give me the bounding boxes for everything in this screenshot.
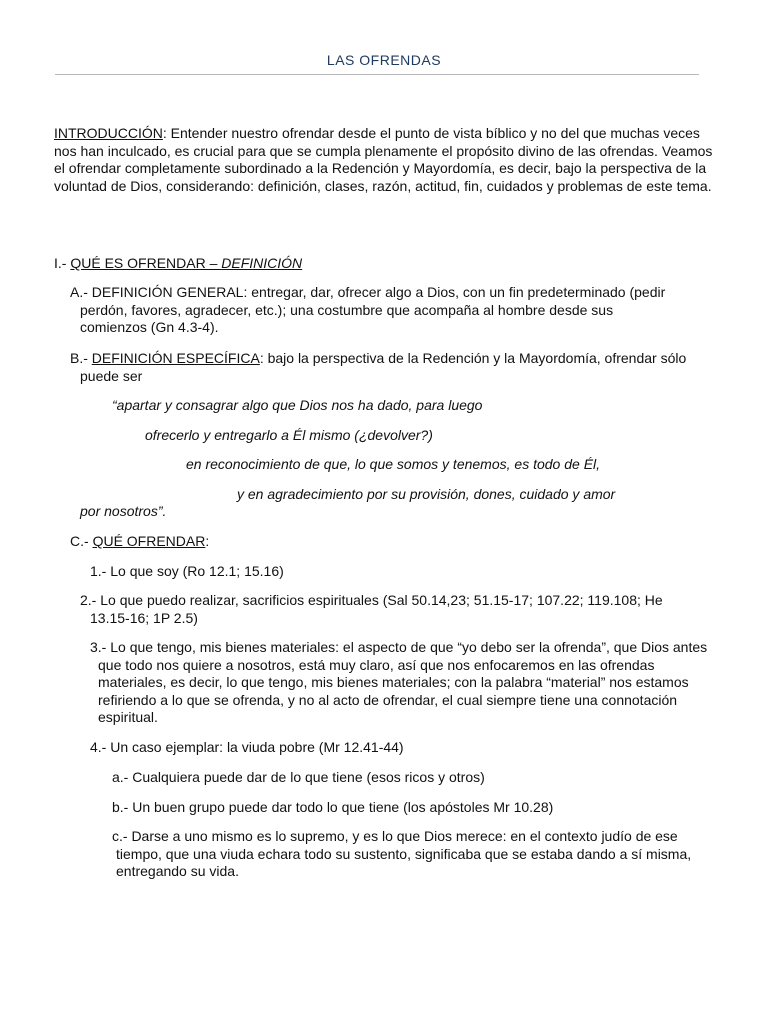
quote-line-3: en reconocimiento de que, lo que somos y tenemos, es todo de Él, xyxy=(186,456,601,472)
quote-line-5-text: por nosotros xyxy=(80,503,158,519)
page-title: LAS OFRENDAS xyxy=(326,52,442,68)
section-heading-italic: DEFINICIÓN xyxy=(221,255,303,271)
section-heading-text: QUÉ ES OFRENDAR – xyxy=(70,255,222,271)
list-item-4c: c.- Darse a uno mismo es lo supremo, y es lo que Dios merece: en el contexto judío de ese tiempo, que una viuda echara todo su sustento, significaba que se estaba dando a sí misma, entregando su vida. xyxy=(112,828,692,879)
quote-line-2: ofrecerlo y entregarlo a Él mismo (¿devolver?) xyxy=(145,427,433,443)
definition-specific-prefix: B.- xyxy=(70,350,92,366)
list-item-4: 4.- Un caso ejemplar: la viuda pobre (Mr 12.41-44) xyxy=(90,739,404,755)
list-item-3: 3.- Lo que tengo, mis bienes materiales: el aspecto de que “yo debo ser la ofrenda”, que Dios antes que todo nos quiere a nosotros, está muy claro, así que nos enfocaremos en las ofrendas materiales, es decir, lo que tengo, mis bienes materiales; con la palabra “material” nos estamos refiriendo a lo que se ofrenda, y no al acto de ofrendar, el cual siempre tiene una connotación espiritual. xyxy=(90,639,708,725)
what-to-offer-label: QUÉ OFRENDAR xyxy=(92,533,206,549)
definition-general: A.- DEFINICIÓN GENERAL: entregar, dar, ofrecer algo a Dios, con un fin predeterminado (pedir perdón, favores, agradecer, etc.); una costumbre que acompaña al hombre desde sus comienzos (Gn 4.3-4). xyxy=(70,284,666,335)
section-heading xyxy=(54,255,714,273)
intro-label: INTRODUCCIÓN xyxy=(54,125,163,141)
list-item-4a: a.- Cualquiera puede dar de lo que tiene (esos ricos y otros) xyxy=(112,769,485,785)
definition-specific-label: DEFINICIÓN ESPECÍFICA xyxy=(91,350,260,366)
definition-specific xyxy=(70,350,725,385)
list-item-4b: b.- Un buen grupo puede dar todo lo que tiene (los apóstoles Mr 10.28) xyxy=(112,799,554,815)
intro-text: : Entender nuestro ofrendar desde el punto de vista bíblico y no del que muchas veces nos han inculcado, es crucial para que se cumpla plenamente el propósito divino de las ofrendas. Veamos el ofrendar completamente subordinado a la Redención y Mayordomía, es decir, bajo la perspectiva de la voluntad de Dios, considerando: definición, clases, razón, actitud, fin, cuidados y problemas de este tema. xyxy=(54,125,713,194)
quote-line-4: y en agradecimiento por su provisión, dones, cuidado y amor xyxy=(237,486,616,502)
definition-specific-text: : bajo la perspectiva de la Redención y la Mayordomía, ofrendar sólo puede ser xyxy=(80,350,687,384)
quote-line-5 xyxy=(80,503,166,521)
what-to-offer-prefix: C.- xyxy=(70,533,93,549)
section-prefix: I.- xyxy=(54,255,71,271)
what-to-offer-suffix: : xyxy=(205,533,210,549)
quote-line-5-end: ”. xyxy=(157,503,167,519)
quote-line-1: “apartar y consagrar algo que Dios nos ha dado, para luego xyxy=(112,397,483,413)
title-divider xyxy=(55,74,699,75)
intro-paragraph xyxy=(54,125,714,195)
list-item-1: 1.- Lo que soy (Ro 12.1; 15.16) xyxy=(90,563,284,579)
list-item-2: 2.- Lo que puedo realizar, sacrificios espirituales (Sal 50.14,23; 51.15-17; 107.22; 119.108; He 13.15-16; 1P 2.5) xyxy=(80,592,663,626)
what-to-offer-heading xyxy=(70,533,670,551)
